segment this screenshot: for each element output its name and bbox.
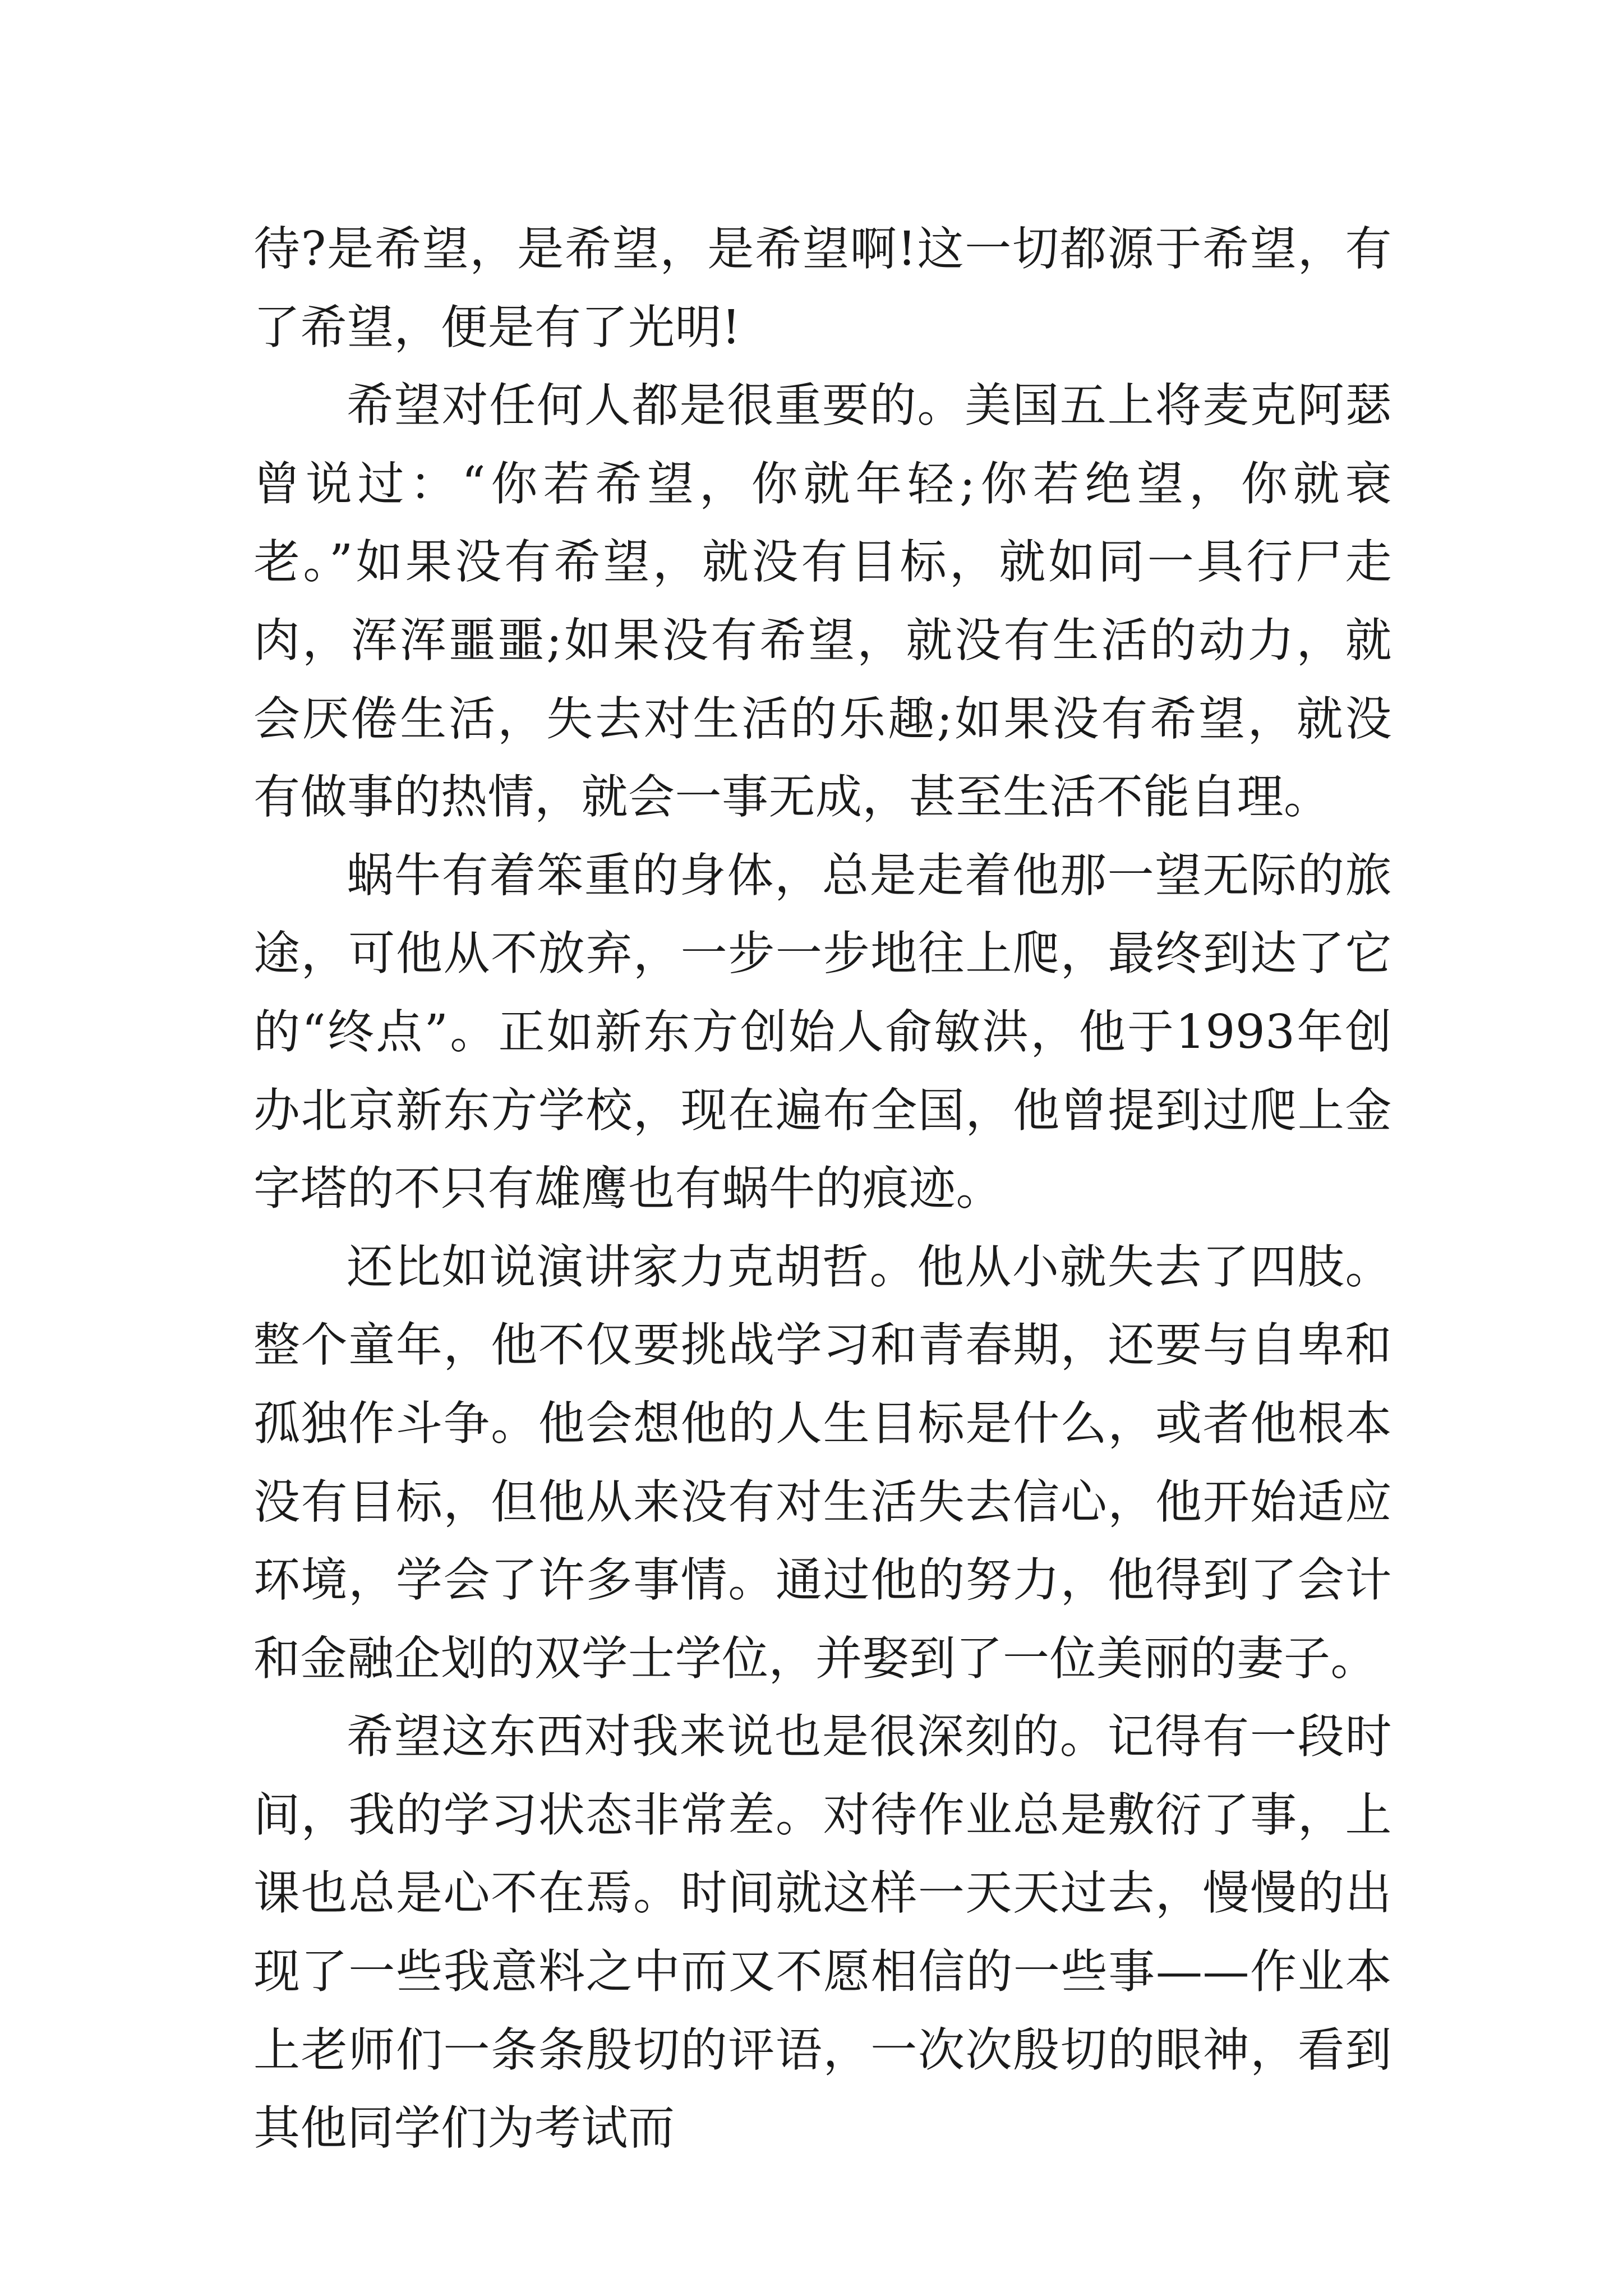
paragraph-2: 希望对任何人都是很重要的。美国五上将麦克阿瑟曾说过：“你若希望，你就年轻;你若绝望，你就衰老。”如果没有希望，就没有目标，就如同一具行尸走肉，浑浑噩噩;如果没有希望，就没有生活的动力，就会厌倦生活，失去对生活的乐趣;如果没有希望，就没有做事的热情，就会一事无成，甚至生活不能自理。 — [253, 378, 1392, 825]
paragraph-4: 还比如说演讲家力克胡哲。他从小就失去了四肢。整个童年，他不仅要挑战学习和青春期，还要与自卑和孤独作斗争。他会想他的人生目标是什么，或者他根本没有目标，但他从来没有对生活失去信心，他开始适应环境，学会了许多事情。通过他的努力，他得到了会计和金融企划的双学士学位，并娶到了一位美丽的妻子。 — [253, 1239, 1392, 1686]
paragraph-5: 希望这东西对我来说也是很深刻的。记得有一段时间，我的学习状态非常差。对待作业总是敷衍了事，上课也总是心不在焉。时间就这样一天天过去，慢慢的出现了一些我意料之中而又不愿相信的一些事——作业本上老师们一条条殷切的评语，一次次殷切的眼神，看到其他同学们为考试而 — [253, 1709, 1392, 2156]
body-text — [253, 210, 1392, 2168]
paragraph-1: 待?是希望，是希望，是希望啊!这一切都源于希望，有了希望，便是有了光明! — [253, 222, 1392, 355]
paragraph-3: 蜗牛有着笨重的身体，总是走着他那一望无际的旅途，可他从不放弃，一步一步地往上爬，最终到达了它的“终点”。正如新东方创始人俞敏洪，他于1993年创办北京新东方学校，现在遍布全国，他曾提到过爬上金字塔的不只有雄鹰也有蜗牛的痕迹。 — [253, 848, 1392, 1216]
